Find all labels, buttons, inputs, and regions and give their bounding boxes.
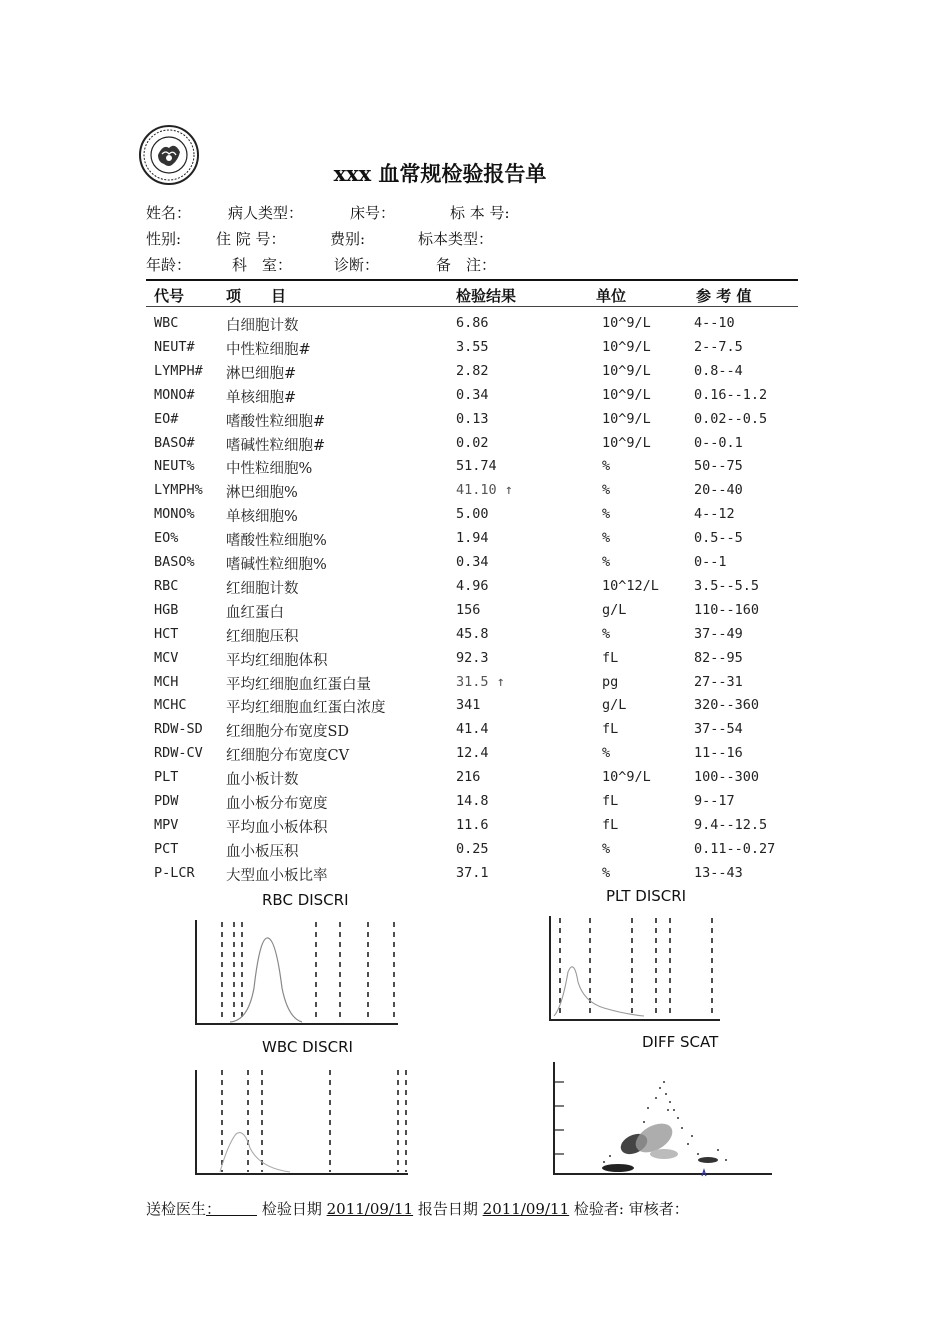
header-reference: 参 考 值: [696, 287, 752, 305]
row-reference: 37--54: [694, 721, 743, 738]
row-code: PCT: [154, 840, 179, 857]
info-fee-type: 费别:: [330, 230, 366, 248]
info-age: 年龄：: [146, 256, 192, 274]
reviewer-label: 审核者：: [628, 1200, 689, 1218]
row-reference: 0--1: [694, 554, 727, 570]
row-code: EO#: [154, 410, 179, 427]
row-reference: 50--75: [694, 458, 743, 475]
report-date: 2011/09/11: [482, 1200, 570, 1218]
report-footer: 送检医生： 检验日期 2011/09/11 报告日期 2011/09/11 检验者: 审核者：: [146, 1200, 689, 1218]
row-reference: 82--95: [694, 649, 743, 666]
row-unit: 10^9/L: [602, 386, 651, 403]
row-item: 平均红细胞血红蛋白量: [226, 676, 371, 693]
row-unit: 10^9/L: [602, 315, 651, 331]
row-item: 大型血小板比率: [226, 867, 328, 884]
row-reference: 0--0.1: [694, 434, 743, 451]
row-reference: 37--49: [694, 625, 743, 642]
row-unit: %: [602, 864, 611, 881]
doctor-blank: [221, 1201, 257, 1216]
row-code: HGB: [154, 601, 179, 618]
row-item: 单核细胞#: [226, 389, 297, 406]
row-item: 平均红细胞体积: [226, 652, 328, 669]
row-result: 12.4: [456, 745, 489, 762]
row-code: WBC: [154, 315, 179, 331]
row-unit: %: [602, 458, 611, 475]
row-result: 0.34: [456, 554, 489, 570]
row-result: 4.96: [456, 577, 489, 594]
row-code: MCV: [154, 649, 179, 666]
row-reference: 2--7.5: [694, 338, 743, 355]
row-item: 中性粒细胞#: [226, 341, 311, 358]
row-unit: fL: [602, 793, 619, 809]
row-result: 0.25: [456, 840, 489, 857]
row-item: 淋巴细胞%: [226, 485, 298, 502]
header-unit: 单位: [596, 287, 627, 305]
info-sex: 性别:: [146, 230, 182, 248]
row-result: 156: [456, 601, 481, 618]
row-result: 51.74: [456, 458, 497, 475]
row-result: 341: [456, 697, 481, 714]
row-result: 0.02: [456, 434, 489, 451]
row-reference: 11--16: [694, 745, 743, 762]
row-unit: 10^12/L: [602, 577, 659, 594]
report-title: xxx 血常规检验报告单: [333, 161, 547, 186]
row-unit: fL: [602, 721, 619, 738]
row-item: 嗜酸性粒细胞%: [226, 533, 327, 550]
row-unit: 10^9/L: [602, 410, 651, 427]
row-code: RBC: [154, 577, 179, 594]
row-result: 0.13: [456, 410, 489, 427]
diff-graph-title: DIFF SCAT: [642, 1033, 719, 1051]
row-code: HCT: [154, 625, 179, 642]
row-reference: 20--40: [694, 482, 743, 499]
row-item: 红细胞计数: [226, 580, 299, 597]
row-code: EO%: [154, 530, 179, 547]
info-diagnosis: 诊断：: [334, 256, 380, 274]
row-reference: 4--12: [694, 506, 735, 523]
row-code: P-LCR: [154, 864, 195, 881]
row-item: 嗜碱性粒细胞#: [226, 437, 326, 454]
row-unit: %: [602, 482, 611, 499]
row-result: 11.6: [456, 816, 489, 833]
row-result: 5.00: [456, 506, 489, 523]
row-unit: %: [602, 530, 611, 547]
row-result: 3.55: [456, 338, 489, 355]
row-code: RDW-SD: [154, 721, 203, 738]
row-unit: 10^9/L: [602, 362, 651, 379]
header-code: 代号: [154, 287, 185, 305]
row-reference: 320--360: [694, 697, 760, 714]
header-bottom-rule: [146, 306, 798, 307]
row-result: 41.10 ↑: [456, 482, 513, 499]
info-remark: 备 注：: [436, 256, 497, 274]
info-specimen-type: 标本类型：: [418, 230, 494, 248]
row-reference: 0.11--0.27: [694, 840, 776, 857]
row-reference: 0.16--1.2: [694, 386, 768, 403]
row-item: 白细胞计数: [226, 318, 299, 334]
row-unit: 10^9/L: [602, 769, 651, 786]
row-code: LYMPH#: [154, 362, 203, 379]
header-item: 项 目: [226, 287, 287, 305]
row-code: PLT: [154, 769, 179, 786]
row-reference: 9--17: [694, 793, 735, 809]
row-reference: 13--43: [694, 864, 743, 881]
row-item: 中性粒细胞%: [226, 461, 313, 478]
row-result: 216: [456, 769, 481, 786]
row-unit: 10^9/L: [602, 434, 651, 451]
row-unit: %: [602, 745, 611, 762]
row-result: 2.82: [456, 362, 489, 379]
diff-scattergram: [548, 1058, 778, 1182]
row-item: 淋巴细胞#: [226, 365, 297, 382]
row-unit: g/L: [602, 697, 627, 714]
row-code: MONO#: [154, 386, 195, 403]
row-code: NEUT#: [154, 338, 195, 355]
test-date-label: 检验日期: [261, 1200, 322, 1218]
header-result: 检验结果: [456, 287, 517, 305]
row-code: MONO%: [154, 506, 195, 523]
row-code: BASO%: [154, 554, 195, 570]
wbc-histogram: [190, 1064, 414, 1180]
row-item: 嗜碱性粒细胞%: [226, 557, 327, 573]
info-department: 科 室：: [232, 256, 293, 274]
row-item: 血小板分布宽度: [226, 796, 328, 812]
row-code: NEUT%: [154, 458, 195, 475]
row-reference: 100--300: [694, 769, 760, 786]
row-code: MCH: [154, 673, 179, 690]
row-result: 41.4: [456, 721, 489, 738]
examiner-label: 检验者:: [573, 1200, 624, 1218]
row-result: 6.86: [456, 315, 489, 331]
row-code: RDW-CV: [154, 745, 203, 762]
rbc-histogram: [190, 918, 410, 1030]
table-top-rule: [146, 279, 798, 281]
info-name: 姓名：: [146, 204, 192, 222]
info-specimen-no: 标 本 号:: [450, 204, 510, 222]
row-item: 红细胞压积: [226, 628, 299, 645]
row-result: 92.3: [456, 649, 489, 666]
info-inpatient-no: 住 院 号：: [216, 230, 286, 248]
row-code: BASO#: [154, 434, 195, 451]
row-code: MPV: [154, 816, 179, 833]
row-result: 0.34: [456, 386, 489, 403]
row-reference: 27--31: [694, 673, 743, 690]
row-code: LYMPH%: [154, 482, 203, 499]
row-item: 红细胞分布宽度SD: [226, 724, 350, 741]
row-result: 31.5 ↑: [456, 673, 505, 690]
row-reference: 0.5--5: [694, 530, 743, 547]
row-item: 单核细胞%: [226, 509, 298, 526]
row-item: 血红蛋白: [226, 604, 284, 621]
wbc-graph-title: WBC DISCRI: [262, 1038, 353, 1056]
row-item: 红细胞分布宽度CV: [226, 748, 350, 765]
row-unit: g/L: [602, 601, 627, 618]
report-date-label: 报告日期: [417, 1200, 478, 1218]
row-unit: %: [602, 625, 611, 642]
row-reference: 9.4--12.5: [694, 816, 768, 833]
row-unit: fL: [602, 649, 619, 666]
row-reference: 110--160: [694, 601, 760, 618]
row-item: 平均红细胞血红蛋白浓度: [226, 700, 386, 717]
doctor-label: 送检医生: [146, 1200, 207, 1218]
row-reference: 4--10: [694, 315, 735, 331]
plt-graph-title: PLT DISCRI: [606, 887, 687, 905]
row-code: MCHC: [154, 697, 187, 714]
test-date: 2011/09/11: [326, 1200, 414, 1218]
row-unit: %: [602, 554, 611, 570]
row-item: 血小板压积: [226, 843, 299, 860]
row-unit: 10^9/L: [602, 338, 651, 355]
row-item: 血小板计数: [226, 772, 299, 789]
rbc-graph-title: RBC DISCRI: [262, 891, 349, 909]
row-reference: 0.8--4: [694, 362, 743, 379]
row-item: 嗜酸性粒细胞#: [226, 413, 326, 430]
row-result: 14.8: [456, 793, 489, 809]
row-unit: %: [602, 840, 611, 857]
info-patient-type: 病人类型：: [228, 204, 304, 222]
row-result: 45.8: [456, 625, 489, 642]
row-unit: %: [602, 506, 611, 523]
row-result: 37.1: [456, 864, 489, 881]
row-reference: 0.02--0.5: [694, 410, 768, 427]
plt-histogram: [544, 912, 724, 1024]
row-unit: fL: [602, 816, 619, 833]
row-result: 1.94: [456, 530, 489, 547]
row-code: PDW: [154, 793, 179, 809]
row-unit: pg: [602, 673, 619, 690]
row-item: 平均血小板体积: [226, 819, 328, 836]
info-bed: 床号：: [350, 204, 396, 222]
row-reference: 3.5--5.5: [694, 577, 760, 594]
